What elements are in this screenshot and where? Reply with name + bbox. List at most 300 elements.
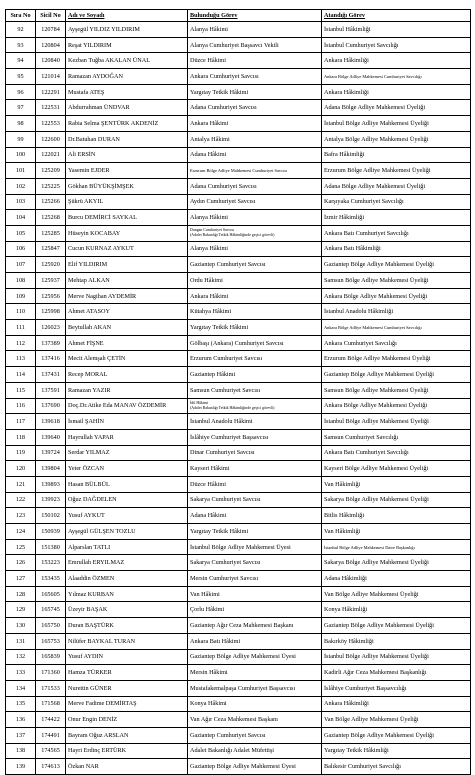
- table-row: [6, 398, 471, 414]
- cell-sira-no: 119: [6, 445, 36, 461]
- cell-adi-soyadi: Hayrullah YAPAR: [66, 429, 188, 445]
- table-row: [6, 367, 471, 383]
- cell-sira-no: 138: [6, 743, 36, 759]
- cell-atandigi-gorev: Ankara Bölge Adliye Mahkemesi Üyeliği: [322, 398, 471, 414]
- cell-atandigi-gorev: İstanbul Anadolu Hâkimliği: [322, 304, 471, 320]
- cell-adi-soyadi: Ayşegül YILDIZ YILDIRIM: [66, 22, 188, 38]
- cell-atandigi-gorev: Erzurum Bölge Adliye Mahkemesi Üyeliği: [322, 351, 471, 367]
- cell-sicil-no: 165605: [36, 586, 66, 602]
- cell-adi-soyadi: Mehtap ALKAN: [66, 273, 188, 289]
- cell-bulundugu-gorev: Erzurum Bölge Adliye Mahkemesi Cumhuriyet Savcısı: [188, 163, 322, 179]
- cell-atandigi-gorev: Erzurum Bölge Adliye Mahkemesi Üyeliği: [322, 163, 471, 179]
- cell-bulundugu-gorev: İslâhiye Cumhuriyet Başsavcısı: [188, 429, 322, 445]
- cell-sicil-no: 139640: [36, 429, 66, 445]
- cell-sira-no: 128: [6, 586, 36, 602]
- cell-sira-no: 101: [6, 163, 36, 179]
- cell-sira-no: 102: [6, 178, 36, 194]
- cell-bulundugu-gorev: Ordu Hâkimi: [188, 273, 322, 289]
- cell-sira-no: 100: [6, 147, 36, 163]
- cell-atandigi-gorev: Adana Bölge Adliye Mahkemesi Üyeliği: [322, 178, 471, 194]
- cell-sira-no: 116: [6, 398, 36, 414]
- cell-bulundugu-gorev: Düzce Hâkimi: [188, 53, 322, 69]
- table-row: [6, 116, 471, 132]
- cell-sicil-no: 125266: [36, 194, 66, 210]
- cell-sicil-no: 122021: [36, 147, 66, 163]
- cell-adi-soyadi: Kezban Tuğba AKALAN ÜNAL: [66, 53, 188, 69]
- table-row: [6, 304, 471, 320]
- cell-adi-soyadi: Ayşegül GÜLŞEN TOZLU: [66, 524, 188, 540]
- table-row: [6, 649, 471, 665]
- table-row: [6, 178, 471, 194]
- table-row: [6, 429, 471, 445]
- cell-bulundugu-gorev: Erzurum Cumhuriyet Savcısı: [188, 351, 322, 367]
- table-row: [6, 492, 471, 508]
- cell-atandigi-gorev: Van Bölge Adliye Mahkemesi Üyeliği: [322, 712, 471, 728]
- table-header-row: [6, 10, 471, 22]
- cell-sira-no: 99: [6, 131, 36, 147]
- cell-atandigi-gorev: Gaziantep Bölge Adliye Mahkemesi Üyeliği: [322, 367, 471, 383]
- cell-sicil-no: 120804: [36, 37, 66, 53]
- table-row: [6, 210, 471, 226]
- cell-adi-soyadi: Alaaddin ÖZMEN: [66, 571, 188, 587]
- cell-sira-no: 135: [6, 696, 36, 712]
- cell-bulundugu-gorev: Mustafakemalpaşa Cumhuriyet Başsavcısı: [188, 680, 322, 696]
- cell-adi-soyadi: Şükrü AKYIL: [66, 194, 188, 210]
- cell-adi-soyadi: Dr.Batuhan DURAN: [66, 131, 188, 147]
- cell-sira-no: 105: [6, 225, 36, 241]
- table-row: [6, 37, 471, 53]
- cell-sicil-no: 137416: [36, 351, 66, 367]
- cell-bulundugu-gorev: Alanya Hâkimi: [188, 22, 322, 38]
- cell-adi-soyadi: Rabia Selma ŞENTÜRK AKDENİZ: [66, 116, 188, 132]
- cell-adi-soyadi: Yusuf AYKUT: [66, 508, 188, 524]
- cell-sira-no: 120: [6, 461, 36, 477]
- cell-adi-soyadi: Serdar YILMAZ: [66, 445, 188, 461]
- cell-adi-soyadi: Merve Nagihan AYDEMİR: [66, 288, 188, 304]
- cell-atandigi-gorev: Gaziantep Bölge Adliye Mahkemesi Üyeliği: [322, 257, 471, 273]
- cell-sira-no: 121: [6, 476, 36, 492]
- cell-sira-no: 95: [6, 69, 36, 85]
- cell-bulundugu-gorev: Ankara Hâkimi: [188, 288, 322, 304]
- table-row: [6, 461, 471, 477]
- cell-atandigi-gorev: Gaziantep Bölge Adliye Mahkemesi Üyeliği: [322, 727, 471, 743]
- header-sira-no: Sıra No: [6, 10, 36, 22]
- cell-bulundugu-gorev: Alanya Hâkimi: [188, 241, 322, 257]
- cell-atandigi-gorev: Konya Hâkimliği: [322, 602, 471, 618]
- cell-adi-soyadi: Oğuz DAĞDELEN: [66, 492, 188, 508]
- cell-atandigi-gorev: Ankara Bölge Adliye Mahkemesi Üyeliği: [322, 288, 471, 304]
- cell-atandigi-gorev: Samsun Bölge Adliye Mahkemesi Üyeliği: [322, 382, 471, 398]
- table-row: [6, 665, 471, 681]
- cell-bulundugu-gorev: Ankara Cumhuriyet Savcısı: [188, 69, 322, 85]
- cell-sira-no: 108: [6, 273, 36, 289]
- cell-atandigi-gorev: İstanbul Bölge Adliye Mahkemesi Üyeliği: [322, 649, 471, 665]
- cell-atandigi-gorev: Ankara Hâkimliği: [322, 84, 471, 100]
- cell-sira-no: 118: [6, 429, 36, 445]
- cell-sira-no: 117: [6, 414, 36, 430]
- cell-adi-soyadi: Hüseyin KOCABAY: [66, 225, 188, 241]
- cell-adi-soyadi: Hamza TÜRKER: [66, 665, 188, 681]
- cell-adi-soyadi: Nurettin GÜNER: [66, 680, 188, 696]
- cell-sira-no: 114: [6, 367, 36, 383]
- table-row: [6, 147, 471, 163]
- cell-atandigi-gorev: Van Bölge Adliye Mahkemesi Üyeliği: [322, 586, 471, 602]
- cell-adi-soyadi: Yılmaz KURBAN: [66, 586, 188, 602]
- table-row: [6, 524, 471, 540]
- cell-bulundugu-gorev: Yargıtay Tetkik Hâkimi: [188, 320, 322, 336]
- bulundugu-gorev-line: Dungan Cumhuriyet Savcısı: [190, 228, 235, 233]
- cell-sicil-no: 125209: [36, 163, 66, 179]
- table-row: [6, 100, 471, 116]
- cell-bulundugu-gorev: Yargıtay Tetkik Hâkimi: [188, 84, 322, 100]
- cell-atandigi-gorev: Samsun Bölge Adliye Mahkemesi Üyeliği: [322, 273, 471, 289]
- cell-bulundugu-gorev: Adalet Bakanlığı Adalet Müfettişi: [188, 743, 322, 759]
- cell-atandigi-gorev: Ankara Batı Hâkimliği: [322, 241, 471, 257]
- cell-bulundugu-gorev: Gölbaşı (Ankara) Cumhuriyet Savcısı: [188, 335, 322, 351]
- cell-sira-no: 104: [6, 210, 36, 226]
- cell-bulundugu-gorev: Adana Hâkimi: [188, 147, 322, 163]
- table-row: [6, 602, 471, 618]
- cell-sicil-no: 122531: [36, 100, 66, 116]
- cell-adi-soyadi: Cucun KURNAZ AYKUT: [66, 241, 188, 257]
- header-atandigi-gorev: Atandığı Görev: [322, 10, 471, 22]
- cell-adi-soyadi: Mustafa ATEŞ: [66, 84, 188, 100]
- cell-adi-soyadi: Onur Engin DENİZ: [66, 712, 188, 728]
- cell-atandigi-gorev: Ankara Hâkimliği: [322, 53, 471, 69]
- header-adi-soyadi: Adı ve Soyadı: [66, 10, 188, 22]
- table-row: [6, 414, 471, 430]
- cell-atandigi-gorev: İstanbul Bölge Adliye Mahkemesi Üyeliği: [322, 116, 471, 132]
- table-row: [6, 743, 471, 759]
- cell-sicil-no: 171360: [36, 665, 66, 681]
- cell-sira-no: 107: [6, 257, 36, 273]
- cell-atandigi-gorev: Kayseri Bölge Adliye Mahkemesi Üyeliği: [322, 461, 471, 477]
- cell-bulundugu-gorev: [188, 398, 322, 414]
- cell-sicil-no: 171568: [36, 696, 66, 712]
- cell-adi-soyadi: Emrullah ERYILMAZ: [66, 555, 188, 571]
- cell-bulundugu-gorev: Gaziantep Cumhuriyet Savcısı: [188, 727, 322, 743]
- table-row: [6, 241, 471, 257]
- table-row: [6, 273, 471, 289]
- cell-sicil-no: 137431: [36, 367, 66, 383]
- cell-sira-no: 124: [6, 524, 36, 540]
- table-row: [6, 508, 471, 524]
- cell-sira-no: 92: [6, 22, 36, 38]
- cell-bulundugu-gorev: İstanbul Anadolu Hâkimi: [188, 414, 322, 430]
- cell-sira-no: 94: [6, 53, 36, 69]
- cell-sicil-no: 139923: [36, 492, 66, 508]
- cell-adi-soyadi: Burcu DEMİRCİ SAYKAL: [66, 210, 188, 226]
- cell-sira-no: 111: [6, 320, 36, 336]
- cell-atandigi-gorev: Ankara Batı Cumhuriyet Savcılığı: [322, 445, 471, 461]
- cell-bulundugu-gorev: Alanya Cumhuriyet Başsavcı Vekili: [188, 37, 322, 53]
- table-row: [6, 476, 471, 492]
- cell-sira-no: 137: [6, 727, 36, 743]
- cell-sicil-no: 165750: [36, 618, 66, 634]
- cell-sicil-no: 125998: [36, 304, 66, 320]
- cell-sicil-no: 165839: [36, 649, 66, 665]
- cell-sicil-no: 125268: [36, 210, 66, 226]
- table-row: [6, 69, 471, 85]
- cell-sicil-no: 125285: [36, 225, 66, 241]
- cell-sicil-no: 137690: [36, 398, 66, 414]
- cell-adi-soyadi: Üzeyir BAŞAK: [66, 602, 188, 618]
- cell-sicil-no: 153435: [36, 571, 66, 587]
- table-row: [6, 225, 471, 241]
- cell-adi-soyadi: Abdurrahman ÜNDVAR: [66, 100, 188, 116]
- cell-sicil-no: 122600: [36, 131, 66, 147]
- cell-sicil-no: 139804: [36, 461, 66, 477]
- cell-bulundugu-gorev: Mersin Hâkimi: [188, 665, 322, 681]
- header-bulundugu-gorev: Bulunduğu Görev: [188, 10, 322, 22]
- cell-sicil-no: 137591: [36, 382, 66, 398]
- cell-atandigi-gorev: Sakarya Bölge Adliye Mahkemesi Üyeliği: [322, 555, 471, 571]
- table-row: [6, 727, 471, 743]
- cell-sira-no: 115: [6, 382, 36, 398]
- appointment-table: [5, 9, 471, 775]
- cell-atandigi-gorev: Bafra Hâkimliği: [322, 147, 471, 163]
- cell-sira-no: 106: [6, 241, 36, 257]
- cell-adi-soyadi: Alparslan TATLI: [66, 539, 188, 555]
- cell-adi-soyadi: Beytullah AKAN: [66, 320, 188, 336]
- cell-sira-no: 110: [6, 304, 36, 320]
- cell-sicil-no: 120840: [36, 53, 66, 69]
- cell-atandigi-gorev: Adana Hâkimliği: [322, 571, 471, 587]
- cell-sicil-no: 126023: [36, 320, 66, 336]
- cell-sira-no: 139: [6, 759, 36, 775]
- cell-sira-no: 93: [6, 37, 36, 53]
- table-row: [6, 712, 471, 728]
- cell-adi-soyadi: Yusuf AYDIN: [66, 649, 188, 665]
- cell-atandigi-gorev: Ankara Hâkimliği: [322, 696, 471, 712]
- cell-sira-no: 127: [6, 571, 36, 587]
- cell-atandigi-gorev: İstanbul Bölge Adliye Mahkemesi Üyeliği: [322, 414, 471, 430]
- cell-atandigi-gorev: Van Hâkimliği: [322, 524, 471, 540]
- cell-bulundugu-gorev: Kütahya Hâkimi: [188, 304, 322, 320]
- cell-adi-soyadi: Elif YILDIRIM: [66, 257, 188, 273]
- cell-sicil-no: 125225: [36, 178, 66, 194]
- cell-bulundugu-gorev: Alanya Hâkimi: [188, 210, 322, 226]
- table-row: [6, 335, 471, 351]
- cell-atandigi-gorev: İstanbul Cumhuriyet Savcılığı: [322, 37, 471, 53]
- cell-adi-soyadi: Hasan BÜLBÜL: [66, 476, 188, 492]
- cell-atandigi-gorev: Ankara Batı Cumhuriyet Savcılığı: [322, 225, 471, 241]
- cell-sicil-no: 139724: [36, 445, 66, 461]
- table-row: [6, 680, 471, 696]
- cell-atandigi-gorev: Karşıyaka Cumhuriyet Savcılığı: [322, 194, 471, 210]
- cell-bulundugu-gorev: Konya Hâkimi: [188, 696, 322, 712]
- cell-bulundugu-gorev: Adana Cumhuriyet Savcısı: [188, 100, 322, 116]
- cell-sicil-no: 120784: [36, 22, 66, 38]
- cell-sicil-no: 121014: [36, 69, 66, 85]
- cell-bulundugu-gorev: Van Ağır Ceza Mahkemesi Başkanı: [188, 712, 322, 728]
- cell-sira-no: 134: [6, 680, 36, 696]
- table-row: [6, 633, 471, 649]
- cell-sicil-no: 125847: [36, 241, 66, 257]
- cell-atandigi-gorev: İstanbul Bölge Adliye Mahkemesi Daire Başkanlığı: [322, 539, 471, 555]
- cell-adi-soyadi: İsmail ŞAHİN: [66, 414, 188, 430]
- cell-sicil-no: 139893: [36, 476, 66, 492]
- cell-sira-no: 132: [6, 649, 36, 665]
- cell-adi-soyadi: Ahmet ATASOY: [66, 304, 188, 320]
- cell-sira-no: 96: [6, 84, 36, 100]
- cell-atandigi-gorev: Samsun Cumhuriyet Savcılığı: [322, 429, 471, 445]
- cell-sicil-no: 165753: [36, 633, 66, 649]
- cell-sicil-no: 153223: [36, 555, 66, 571]
- cell-atandigi-gorev: Bakırköy Hâkimliği: [322, 633, 471, 649]
- bulundugu-gorev-line: İdil Hâkimi: [190, 400, 209, 405]
- cell-sira-no: 122: [6, 492, 36, 508]
- cell-sicil-no: 165745: [36, 602, 66, 618]
- table-row: [6, 22, 471, 38]
- cell-atandigi-gorev: Gaziantep Bölge Adliye Mahkemesi Üyeliği: [322, 618, 471, 634]
- table-row: [6, 571, 471, 587]
- cell-sira-no: 130: [6, 618, 36, 634]
- cell-bulundugu-gorev: Gaziantep Hâkimi: [188, 367, 322, 383]
- cell-bulundugu-gorev: Mersin Cumhuriyet Savcısı: [188, 571, 322, 587]
- cell-bulundugu-gorev: Çorlu Hâkimi: [188, 602, 322, 618]
- cell-adi-soyadi: Reşat YILDIRIM: [66, 37, 188, 53]
- table-row: [6, 53, 471, 69]
- cell-adi-soyadi: Doç.Dr.Atike Eda MANAV ÖZDEMİR: [66, 398, 188, 414]
- cell-atandigi-gorev: İzmir Hâkimliği: [322, 210, 471, 226]
- cell-atandigi-gorev: Ankara Bölge Adliye Mahkemesi Cumhuriyet Savcılığı: [322, 69, 471, 85]
- table-row: [6, 618, 471, 634]
- cell-atandigi-gorev: Bitlis Hâkimliği: [322, 508, 471, 524]
- cell-sira-no: 131: [6, 633, 36, 649]
- cell-sicil-no: 171533: [36, 680, 66, 696]
- table-row: [6, 759, 471, 775]
- cell-atandigi-gorev: Balıkesir Cumhuriyet Savcılığı: [322, 759, 471, 775]
- cell-sicil-no: 150102: [36, 508, 66, 524]
- table-row: [6, 257, 471, 273]
- cell-atandigi-gorev: Yargıtay Tetkik Hâkimliği: [322, 743, 471, 759]
- cell-bulundugu-gorev: Düzce Hâkimi: [188, 476, 322, 492]
- cell-adi-soyadi: Recep MORAL: [66, 367, 188, 383]
- cell-bulundugu-gorev: Sakarya Cumhuriyet Savcısı: [188, 492, 322, 508]
- cell-bulundugu-gorev: Ankara Hâkimi: [188, 116, 322, 132]
- cell-adi-soyadi: Mecit Alemşah ÇETİN: [66, 351, 188, 367]
- cell-bulundugu-gorev: Adana Hâkimi: [188, 508, 322, 524]
- cell-atandigi-gorev: Adana Bölge Adliye Mahkemesi Üyeliği: [322, 100, 471, 116]
- bulundugu-gorev-note: (Adalet Bakanlığı Tetkik Hâkimliğinde geçici görevli): [190, 233, 275, 238]
- cell-sicil-no: 174565: [36, 743, 66, 759]
- cell-sira-no: 125: [6, 539, 36, 555]
- table-row: [6, 382, 471, 398]
- cell-bulundugu-gorev: Gaziantep Bölge Adliye Mahkemesi Üyesi: [188, 759, 322, 775]
- cell-adi-soyadi: Nilüfer BAYKAL TURAN: [66, 633, 188, 649]
- header-sicil-no: Sicil No: [36, 10, 66, 22]
- cell-sicil-no: 137389: [36, 335, 66, 351]
- cell-atandigi-gorev: Ankara Cumhuriyet Savcılığı: [322, 335, 471, 351]
- table-row: [6, 445, 471, 461]
- cell-adi-soyadi: Ali ERSİN: [66, 147, 188, 163]
- table-body: [6, 22, 471, 775]
- cell-sira-no: 129: [6, 602, 36, 618]
- cell-bulundugu-gorev: Yargıtay Tetkik Hâkimi: [188, 524, 322, 540]
- cell-sicil-no: 139618: [36, 414, 66, 430]
- cell-sira-no: 123: [6, 508, 36, 524]
- cell-atandigi-gorev: Kadirli Ağır Ceza Mahkemesi Başkanlığı: [322, 665, 471, 681]
- table-row: [6, 539, 471, 555]
- table-row: [6, 131, 471, 147]
- cell-sira-no: 136: [6, 712, 36, 728]
- cell-bulundugu-gorev: Gaziantep Ağır Ceza Mahkemesi Başkanı: [188, 618, 322, 634]
- cell-sicil-no: 174491: [36, 727, 66, 743]
- cell-adi-soyadi: Gökhan BÜYÜKŞİMŞEK: [66, 178, 188, 194]
- cell-adi-soyadi: Bayram Oğuz ARSLAN: [66, 727, 188, 743]
- cell-adi-soyadi: Yeter ÖZCAN: [66, 461, 188, 477]
- cell-adi-soyadi: Ramazan AYDOĞAN: [66, 69, 188, 85]
- cell-sicil-no: 174422: [36, 712, 66, 728]
- cell-bulundugu-gorev: Gaziantep Cumhuriyet Savcısı: [188, 257, 322, 273]
- cell-atandigi-gorev: Ankara Bölge Adliye Mahkemesi Cumhuriyet Savcılığı: [322, 320, 471, 336]
- cell-bulundugu-gorev: Samsun Cumhuriyet Savcısı: [188, 382, 322, 398]
- cell-atandigi-gorev: Van Hâkimliği: [322, 476, 471, 492]
- table-row: [6, 194, 471, 210]
- cell-adi-soyadi: Özkan NAR: [66, 759, 188, 775]
- table-row: [6, 586, 471, 602]
- cell-atandigi-gorev: İstanbul Hâkimliği: [322, 22, 471, 38]
- cell-bulundugu-gorev: Kayseri Hâkimi: [188, 461, 322, 477]
- cell-sicil-no: 125920: [36, 257, 66, 273]
- cell-adi-soyadi: Merve Fadime DEMİRTAŞ: [66, 696, 188, 712]
- cell-adi-soyadi: Yasemin EJDER: [66, 163, 188, 179]
- cell-sicil-no: 125956: [36, 288, 66, 304]
- table-row: [6, 696, 471, 712]
- cell-bulundugu-gorev: Dinar Cumhuriyet Savcısı: [188, 445, 322, 461]
- table-row: [6, 163, 471, 179]
- cell-sicil-no: 151380: [36, 539, 66, 555]
- cell-bulundugu-gorev: Sakarya Cumhuriyet Savcısı: [188, 555, 322, 571]
- cell-adi-soyadi: Ramazan YAZIR: [66, 382, 188, 398]
- table-row: [6, 320, 471, 336]
- cell-bulundugu-gorev: Ankara Batı Hâkimi: [188, 633, 322, 649]
- cell-bulundugu-gorev: Van Hâkimi: [188, 586, 322, 602]
- cell-adi-soyadi: Hayri Erdinç ERTÜRK: [66, 743, 188, 759]
- cell-atandigi-gorev: Antalya Bölge Adliye Mahkemesi Üyeliği: [322, 131, 471, 147]
- cell-bulundugu-gorev: Aydın Cumhuriyet Savcısı: [188, 194, 322, 210]
- cell-adi-soyadi: Duran BAŞTÜRK: [66, 618, 188, 634]
- cell-atandigi-gorev: Sakarya Bölge Adliye Mahkemesi Üyeliği: [322, 492, 471, 508]
- table-row: [6, 555, 471, 571]
- cell-atandigi-gorev: İslâhiye Cumhuriyet Başsavcılığı: [322, 680, 471, 696]
- cell-sicil-no: 122291: [36, 84, 66, 100]
- cell-bulundugu-gorev: Adana Cumhuriyet Savcısı: [188, 178, 322, 194]
- bulundugu-gorev-note: (Adalet Bakanlığı Tetkik Hâkimliğinde geçici görevli): [190, 405, 275, 410]
- cell-bulundugu-gorev: Gaziantep Bölge Adliye Mahkemesi Üyesi: [188, 649, 322, 665]
- table-row: [6, 351, 471, 367]
- cell-adi-soyadi: Ahmet FİŞNE: [66, 335, 188, 351]
- table-row: [6, 84, 471, 100]
- cell-sicil-no: 125937: [36, 273, 66, 289]
- cell-sicil-no: 122553: [36, 116, 66, 132]
- cell-sira-no: 126: [6, 555, 36, 571]
- cell-sira-no: 113: [6, 351, 36, 367]
- table-row: [6, 288, 471, 304]
- cell-sicil-no: 174613: [36, 759, 66, 775]
- cell-bulundugu-gorev: [188, 225, 322, 241]
- cell-bulundugu-gorev: Antalya Hâkimi: [188, 131, 322, 147]
- cell-bulundugu-gorev: İstanbul Bölge Adliye Mahkemesi Üyesi: [188, 539, 322, 555]
- cell-sira-no: 103: [6, 194, 36, 210]
- cell-sira-no: 133: [6, 665, 36, 681]
- cell-sicil-no: 150939: [36, 524, 66, 540]
- cell-sira-no: 109: [6, 288, 36, 304]
- cell-sira-no: 112: [6, 335, 36, 351]
- cell-sira-no: 98: [6, 116, 36, 132]
- cell-sira-no: 97: [6, 100, 36, 116]
